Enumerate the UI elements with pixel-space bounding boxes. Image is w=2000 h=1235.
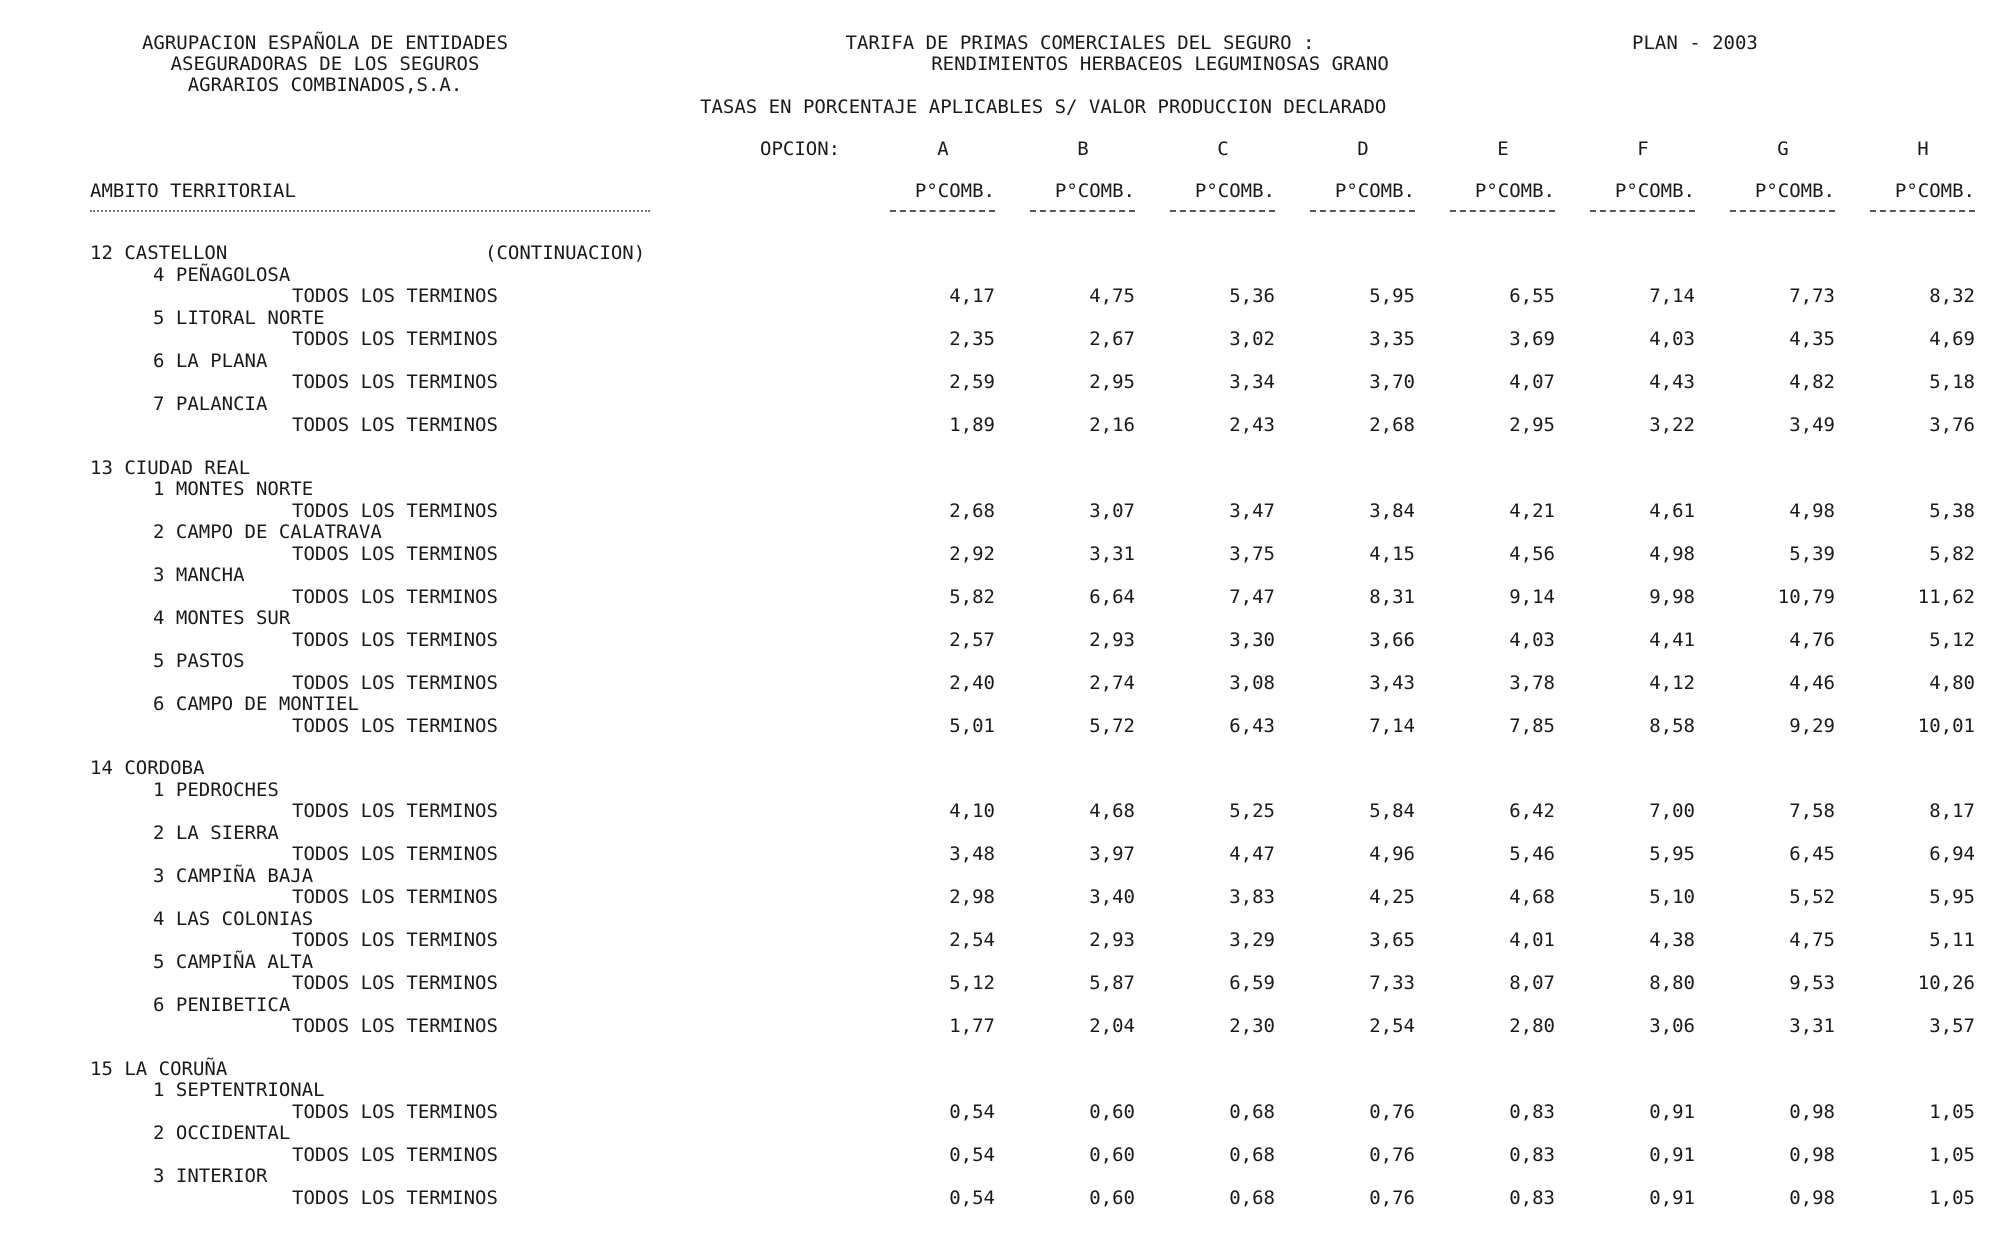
column-subheader: P°COMB.	[1054, 180, 1135, 202]
rate-cell: 5,36	[1229, 285, 1275, 307]
term-label: TODOS LOS TERMINOS	[292, 542, 498, 565]
rate-cell: 0,60	[1089, 1186, 1135, 1209]
rate-cell: 3,08	[1229, 671, 1275, 694]
column-underline	[1030, 210, 1135, 212]
rate-cell: 0,83	[1509, 1186, 1555, 1209]
rate-cell: 5,82	[1929, 542, 1975, 565]
column-subheader: P°COMB.	[1754, 180, 1835, 202]
option-letter-f: F	[1637, 138, 1649, 160]
rate-cell: 2,40	[949, 671, 995, 694]
rate-cell: 2,30	[1229, 1015, 1275, 1037]
rate-cell: 1,05	[1929, 1186, 1975, 1209]
rate-cell: 4,98	[1789, 499, 1835, 522]
rate-cell: 2,54	[1369, 1015, 1415, 1037]
rate-cell: 0,98	[1789, 1143, 1835, 1166]
rate-cell: 1,05	[1929, 1100, 1975, 1123]
rate-cell: 2,43	[1229, 414, 1275, 436]
rate-cell: 0,76	[1369, 1100, 1415, 1123]
rates-subtitle: TASAS EN PORCENTAJE APLICABLES S/ VALOR PRODUCCION DECLARADO	[700, 96, 1387, 118]
rate-cell: 1,89	[949, 414, 995, 436]
rate-cell: 3,97	[1089, 843, 1135, 865]
term-label: TODOS LOS TERMINOS	[292, 628, 498, 651]
rate-cell: 5,46	[1509, 843, 1555, 865]
term-label: TODOS LOS TERMINOS	[292, 972, 498, 994]
rate-cell: 2,54	[949, 929, 995, 951]
zone-name: 1 SEPTENTRIONAL	[153, 1079, 325, 1101]
rate-cell: 4,38	[1649, 929, 1695, 951]
column-underline	[1310, 210, 1415, 212]
term-label: TODOS LOS TERMINOS	[292, 843, 498, 865]
rate-cell: 4,43	[1649, 371, 1695, 393]
rate-cell: 3,22	[1649, 414, 1695, 436]
zone-name: 1 MONTES NORTE	[153, 478, 314, 500]
rate-cell: 5,10	[1649, 886, 1695, 908]
rate-cell: 2,95	[1509, 414, 1555, 436]
column-underline	[890, 210, 995, 212]
rate-cell: 2,95	[1089, 371, 1135, 393]
rate-cell: 5,95	[1649, 843, 1695, 865]
term-label: TODOS LOS TERMINOS	[292, 585, 498, 608]
rate-cell: 3,34	[1229, 371, 1275, 393]
rate-cell: 3,66	[1369, 628, 1415, 651]
rate-cell: 4,96	[1369, 843, 1415, 865]
rate-cell: 4,07	[1509, 371, 1555, 393]
term-label: TODOS LOS TERMINOS	[292, 1100, 498, 1123]
rate-cell: 3,76	[1929, 414, 1975, 436]
term-label: TODOS LOS TERMINOS	[292, 886, 498, 908]
rate-cell: 0,60	[1089, 1100, 1135, 1123]
rate-cell: 3,78	[1509, 671, 1555, 694]
rate-cell: 0,54	[949, 1100, 995, 1123]
rate-cell: 4,69	[1929, 328, 1975, 350]
rate-cell: 5,25	[1229, 800, 1275, 822]
zone-name: 5 LITORAL NORTE	[153, 306, 325, 329]
province-name: 14 CORDOBA	[90, 757, 205, 779]
rate-cell: 5,95	[1369, 285, 1415, 307]
rate-cell: 2,80	[1509, 1015, 1555, 1037]
rate-cell: 3,02	[1229, 328, 1275, 350]
province-name: 13 CIUDAD REAL	[90, 456, 251, 479]
rate-cell: 7,33	[1369, 972, 1415, 994]
option-letter-e: E	[1497, 138, 1509, 160]
rate-cell: 8,80	[1649, 972, 1695, 994]
option-letter-c: C	[1217, 138, 1229, 160]
rate-cell: 1,77	[949, 1015, 995, 1037]
rate-cell: 0,91	[1649, 1100, 1695, 1123]
rate-cell: 8,58	[1649, 714, 1695, 737]
rate-cell: 4,35	[1789, 328, 1835, 350]
rate-cell: 4,76	[1789, 628, 1835, 651]
rate-cell: 3,69	[1509, 328, 1555, 350]
rate-cell: 0,98	[1789, 1100, 1835, 1123]
term-label: TODOS LOS TERMINOS	[292, 714, 498, 737]
zone-name: 6 LA PLANA	[153, 349, 268, 372]
rate-cell: 0,54	[949, 1143, 995, 1166]
rate-cell: 6,55	[1509, 285, 1555, 307]
rate-cell: 5,11	[1929, 929, 1975, 951]
rate-cell: 5,72	[1089, 714, 1135, 737]
rate-cell: 4,01	[1509, 929, 1555, 951]
zone-name: 3 MANCHA	[153, 564, 245, 586]
rate-cell: 8,32	[1929, 285, 1975, 307]
option-letter-b: B	[1077, 138, 1089, 160]
term-label: TODOS LOS TERMINOS	[292, 328, 498, 350]
rate-cell: 7,85	[1509, 714, 1555, 737]
rate-cell: 7,14	[1649, 285, 1695, 307]
rate-cell: 2,93	[1089, 628, 1135, 651]
zone-name: 3 INTERIOR	[153, 1165, 268, 1187]
rate-cell: 3,75	[1229, 542, 1275, 565]
rate-cell: 4,82	[1789, 371, 1835, 393]
rate-cell: 4,10	[949, 800, 995, 822]
rate-cell: 3,30	[1229, 628, 1275, 651]
rate-cell: 6,42	[1509, 800, 1555, 822]
rate-cell: 2,04	[1089, 1015, 1135, 1037]
column-subheader: P°COMB.	[1334, 180, 1415, 202]
term-label: TODOS LOS TERMINOS	[292, 285, 498, 307]
column-subheader: P°COMB.	[914, 180, 995, 202]
rate-cell: 2,68	[949, 499, 995, 522]
rate-cell: 4,03	[1509, 628, 1555, 651]
rate-cell: 5,12	[949, 972, 995, 994]
rate-cell: 0,68	[1229, 1100, 1275, 1123]
rate-cell: 3,83	[1229, 886, 1275, 908]
rate-cell: 0,54	[949, 1186, 995, 1209]
rate-cell: 10,01	[1917, 714, 1975, 737]
rate-cell: 4,47	[1229, 843, 1275, 865]
column-underline	[1590, 210, 1695, 212]
rate-cell: 5,01	[949, 714, 995, 737]
rate-cell: 4,12	[1649, 671, 1695, 694]
rate-cell: 7,14	[1369, 714, 1415, 737]
rate-cell: 5,95	[1929, 886, 1975, 908]
rate-cell: 9,14	[1509, 585, 1555, 608]
rate-cell: 0,83	[1509, 1143, 1555, 1166]
territory-header: AMBITO TERRITORIAL	[90, 180, 296, 202]
rate-cell: 4,15	[1369, 542, 1415, 565]
rate-cell: 4,68	[1509, 886, 1555, 908]
zone-name: 6 CAMPO DE MONTIEL	[153, 693, 359, 715]
term-label: TODOS LOS TERMINOS	[292, 800, 498, 822]
rate-cell: 1,05	[1929, 1143, 1975, 1166]
rate-cell: 11,62	[1917, 585, 1975, 608]
zone-name: 6 PENIBETICA	[153, 993, 291, 1016]
zone-name: 4 MONTES SUR	[153, 607, 291, 629]
org-line-1: AGRUPACION ESPAÑOLA DE ENTIDADES	[141, 32, 509, 54]
rate-cell: 3,31	[1089, 542, 1135, 565]
term-label: TODOS LOS TERMINOS	[292, 499, 498, 522]
column-subheader: P°COMB.	[1474, 180, 1555, 202]
rate-cell: 4,41	[1649, 628, 1695, 651]
rate-cell: 6,43	[1229, 714, 1275, 737]
zone-name: 4 LAS COLONIAS	[153, 907, 314, 930]
rate-cell: 0,68	[1229, 1143, 1275, 1166]
territory-underline	[90, 210, 650, 212]
rate-cell: 5,38	[1929, 499, 1975, 522]
rate-cell: 4,46	[1789, 671, 1835, 694]
rate-cell: 2,59	[949, 371, 995, 393]
rate-cell: 4,68	[1089, 800, 1135, 822]
term-label: TODOS LOS TERMINOS	[292, 929, 498, 951]
rate-cell: 4,17	[949, 285, 995, 307]
column-underline	[1450, 210, 1555, 212]
rate-cell: 2,35	[949, 328, 995, 350]
province-name: 15 LA CORUÑA	[90, 1057, 228, 1080]
rate-cell: 2,57	[949, 628, 995, 651]
rate-cell: 0,68	[1229, 1186, 1275, 1209]
option-letter-g: G	[1777, 138, 1789, 160]
column-subheader: P°COMB.	[1194, 180, 1275, 202]
rate-cell: 8,17	[1929, 800, 1975, 822]
rate-cell: 3,07	[1089, 499, 1135, 522]
rate-cell: 6,94	[1929, 843, 1975, 865]
rate-cell: 5,52	[1789, 886, 1835, 908]
rate-cell: 3,65	[1369, 929, 1415, 951]
rate-cell: 9,53	[1789, 972, 1835, 994]
column-underline	[1730, 210, 1835, 212]
zone-name: 2 LA SIERRA	[153, 821, 279, 844]
rate-cell: 7,47	[1229, 585, 1275, 608]
column-underline	[1870, 210, 1975, 212]
rate-cell: 3,40	[1089, 886, 1135, 908]
rate-cell: 0,91	[1649, 1186, 1695, 1209]
zone-name: 7 PALANCIA	[153, 392, 268, 415]
org-line-2: ASEGURADORAS DE LOS SEGUROS	[170, 53, 480, 75]
option-letter-a: A	[937, 138, 949, 160]
rate-cell: 2,92	[949, 542, 995, 565]
rate-cell: 4,80	[1929, 671, 1975, 694]
term-label: TODOS LOS TERMINOS	[292, 671, 498, 694]
rate-cell: 4,56	[1509, 542, 1555, 565]
rate-cell: 2,98	[949, 886, 995, 908]
org-line-3: AGRARIOS COMBINADOS,S.A.	[187, 74, 463, 96]
rate-cell: 0,76	[1369, 1186, 1415, 1209]
rate-cell: 4,75	[1089, 285, 1135, 307]
rate-cell: 5,12	[1929, 628, 1975, 651]
zone-name: 4 PEÑAGOLOSA	[153, 263, 291, 286]
rate-cell: 4,61	[1649, 499, 1695, 522]
rate-cell: 7,58	[1789, 800, 1835, 822]
term-label: TODOS LOS TERMINOS	[292, 371, 498, 393]
rate-cell: 6,45	[1789, 843, 1835, 865]
rate-cell: 3,43	[1369, 671, 1415, 694]
zone-name: 5 CAMPIÑA ALTA	[153, 950, 314, 973]
column-subheader: P°COMB.	[1614, 180, 1695, 202]
term-label: TODOS LOS TERMINOS	[292, 414, 498, 436]
province-note: (CONTINUACION)	[485, 242, 646, 264]
rate-cell: 5,84	[1369, 800, 1415, 822]
rate-cell: 9,29	[1789, 714, 1835, 737]
rate-cell: 2,93	[1089, 929, 1135, 951]
province-name: 12 CASTELLON	[90, 242, 228, 264]
rate-cell: 4,75	[1789, 929, 1835, 951]
rate-cell: 5,18	[1929, 371, 1975, 393]
rate-cell: 6,59	[1229, 972, 1275, 994]
rate-cell: 2,68	[1369, 414, 1415, 436]
rate-cell: 5,39	[1789, 542, 1835, 565]
rate-cell: 2,16	[1089, 414, 1135, 436]
option-letter-h: H	[1917, 138, 1929, 160]
rate-cell: 3,35	[1369, 328, 1415, 350]
column-underline	[1170, 210, 1275, 212]
rate-cell: 0,76	[1369, 1143, 1415, 1166]
rate-cell: 3,29	[1229, 929, 1275, 951]
rate-cell: 3,49	[1789, 414, 1835, 436]
rate-cell: 0,98	[1789, 1186, 1835, 1209]
rate-cell: 3,70	[1369, 371, 1415, 393]
rate-cell: 0,91	[1649, 1143, 1695, 1166]
rate-cell: 3,06	[1649, 1015, 1695, 1037]
rate-cell: 7,73	[1789, 285, 1835, 307]
rate-cell: 8,31	[1369, 585, 1415, 608]
rate-cell: 3,47	[1229, 499, 1275, 522]
term-label: TODOS LOS TERMINOS	[292, 1015, 498, 1037]
rate-cell: 10,79	[1777, 585, 1835, 608]
rate-cell: 10,26	[1917, 972, 1975, 994]
rate-cell: 4,25	[1369, 886, 1415, 908]
rate-cell: 8,07	[1509, 972, 1555, 994]
tariff-title-line-1: TARIFA DE PRIMAS COMERCIALES DEL SEGURO :	[845, 32, 1315, 54]
rate-cell: 5,87	[1089, 972, 1135, 994]
option-letter-d: D	[1357, 138, 1369, 160]
rate-cell: 3,48	[949, 843, 995, 865]
rate-cell: 9,98	[1649, 585, 1695, 608]
tariff-title-line-2: RENDIMIENTOS HERBACEOS LEGUMINOSAS GRANO	[931, 53, 1389, 75]
option-label: OPCION:	[760, 138, 841, 160]
rate-cell: 7,00	[1649, 800, 1695, 822]
zone-name: 1 PEDROCHES	[153, 778, 279, 801]
rate-cell: 4,03	[1649, 328, 1695, 350]
plan-label: PLAN - 2003	[1632, 32, 1758, 54]
rate-cell: 2,74	[1089, 671, 1135, 694]
zone-name: 5 PASTOS	[153, 650, 245, 672]
rate-cell: 3,84	[1369, 499, 1415, 522]
rate-cell: 5,82	[949, 585, 995, 608]
zone-name: 3 CAMPIÑA BAJA	[153, 864, 314, 887]
rate-cell: 0,60	[1089, 1143, 1135, 1166]
rate-cell: 3,57	[1929, 1015, 1975, 1037]
rate-cell: 3,31	[1789, 1015, 1835, 1037]
column-subheader: P°COMB.	[1894, 180, 1975, 202]
term-label: TODOS LOS TERMINOS	[292, 1143, 498, 1166]
rate-cell: 4,98	[1649, 542, 1695, 565]
rate-cell: 2,67	[1089, 328, 1135, 350]
zone-name: 2 OCCIDENTAL	[153, 1122, 291, 1144]
rate-cell: 0,83	[1509, 1100, 1555, 1123]
term-label: TODOS LOS TERMINOS	[292, 1186, 498, 1209]
rate-cell: 4,21	[1509, 499, 1555, 522]
rate-cell: 6,64	[1089, 585, 1135, 608]
zone-name: 2 CAMPO DE CALATRAVA	[153, 521, 382, 543]
